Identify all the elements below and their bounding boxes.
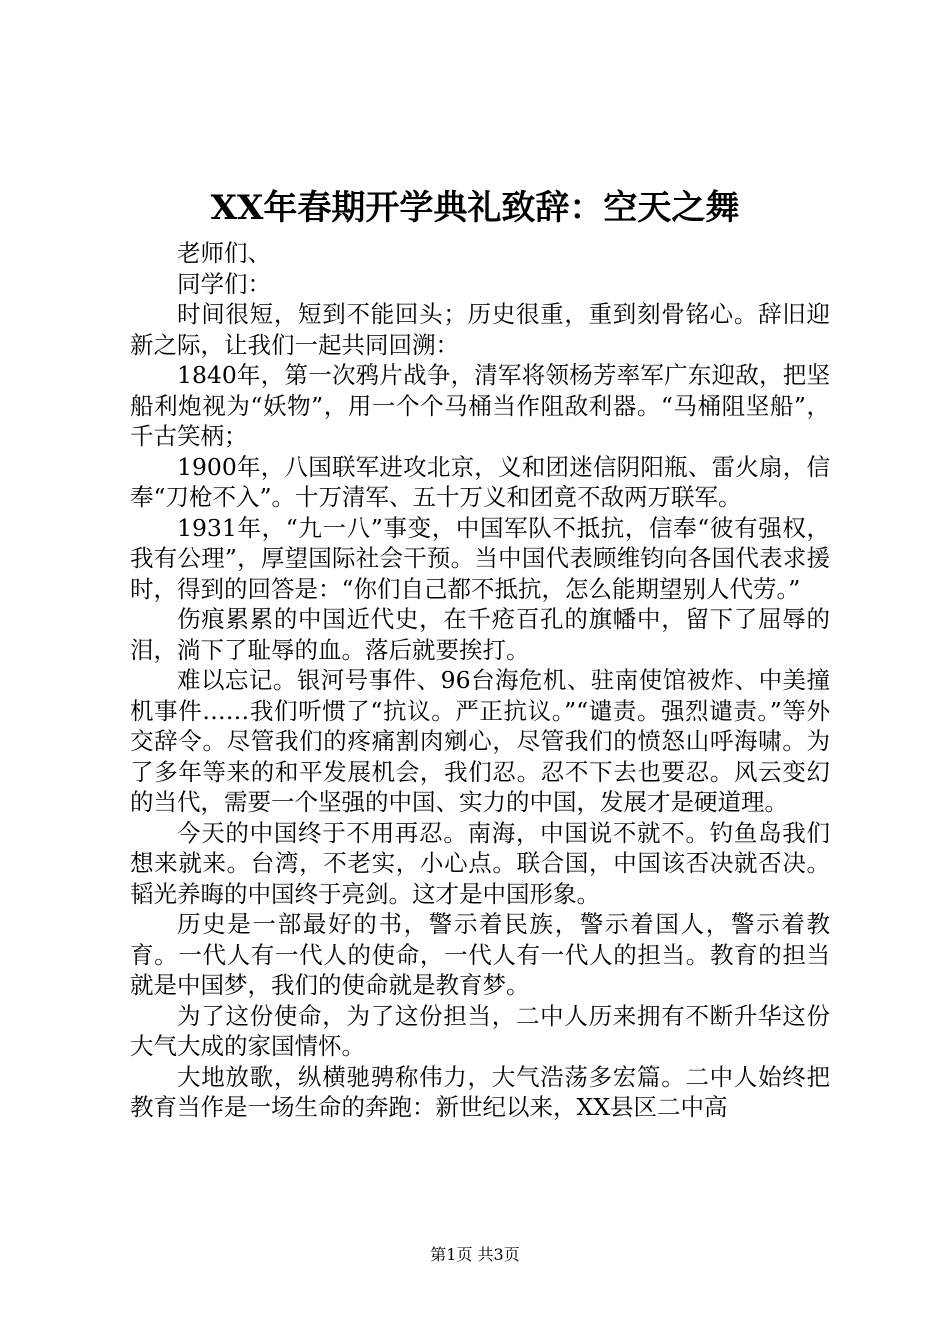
body-paragraph: 历史是一部最好的书，警示着民族，警示着国人，警示着教育。一代人有一代人的使命，一代人有一代人的担当。教育的担当就是中国梦，我们的使命就是教育梦。 (130, 910, 830, 999)
body-paragraph: 大地放歌，纵横驰骋称伟力，大气浩荡多宏篇。二中人始终把教育当作是一场生命的奔跑：新世纪以来，XX县区二中高 (130, 1062, 830, 1121)
body-paragraph: 1931年，“九一八”事变，中国军队不抵抗，信奉“彼有强权，我有公理”，厚望国际社会干预。当中国代表顾维钧向各国代表求援时，得到的回答是：“你们自己都不抵抗，怎么能期望别人代劳。” (130, 513, 830, 603)
body-paragraph: 难以忘记。银河号事件、96台海危机、驻南使馆被炸、中美撞机事件……我们听惯了“抗议。严正抗议。”“谴责。强烈谴责。”等外交辞令。尽管我们的疼痛割肉剜心，尽管我们的愤怒山呼海啸。为了多年等来的和平发展机会，我们忍。忍不下去也要忍。风云变幻的当代，需要一个坚强的中国、实力的中国，发展才是硬道理。 (130, 666, 830, 816)
document-body (130, 238, 830, 1123)
salutation-teachers: 老师们、 (177, 239, 271, 267)
body-paragraph: 1900年，八国联军进攻北京，义和团迷信阴阳瓶、雷火扇，信奉“刀枪不入”。十万清军、五十万义和团竟不敌两万联军。 (130, 452, 830, 511)
page-footer: 第1页 共3页 (430, 1245, 520, 1264)
body-paragraph: 1840年，第一次鸦片战争，清军将领杨芳率军广东迎敌，把坚船利炮视为“妖物”，用一个个马桶当作阻敌利器。“马桶阻坚船”，千古笑柄； (130, 361, 830, 450)
document-title: XX年春期开学典礼致辞：空天之舞 (210, 188, 740, 228)
body-paragraph: 今天的中国终于不用再忍。南海，中国说不就不。钓鱼岛我们想来就来。台湾，不老实，小心点。联合国，中国该否决就否决。韬光养晦的中国终于亮剑。这才是中国形象。 (130, 818, 830, 908)
body-paragraph: 时间很短，短到不能回头；历史很重，重到刻骨铭心。辞旧迎新之际，让我们一起共同回溯： (130, 300, 830, 359)
salutation-students: 同学们： (177, 269, 271, 298)
body-paragraph: 伤痕累累的中国近代史，在千疮百孔的旗幡中，留下了屈辱的泪，淌下了耻辱的血。落后就要挨打。 (130, 605, 830, 664)
body-paragraph: 为了这份使命，为了这份担当，二中人历来拥有不断升华这份大气大成的家国情怀。 (130, 1001, 830, 1060)
